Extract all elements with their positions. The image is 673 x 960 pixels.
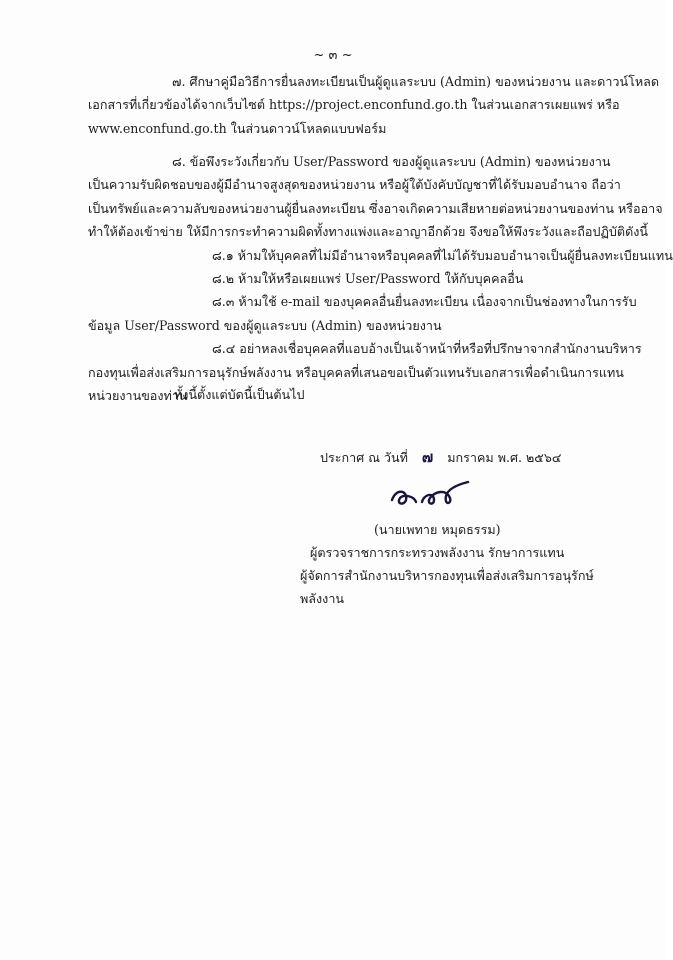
page-number: ~ ๓ ~ xyxy=(313,48,353,63)
signatory-position-1: ผู้ตรวจราชการกระทรวงพลังงาน รักษาการแทน xyxy=(310,545,565,560)
signatory-block xyxy=(300,518,600,610)
item-8-4-line-3: หน่วยงานของท่าน xyxy=(88,388,188,404)
announcement-month-year: มกราคม พ.ศ. ๒๕๖๔ xyxy=(447,450,562,465)
item-7-paragraph xyxy=(88,70,660,140)
announcement-date xyxy=(320,445,561,469)
item-7-line-3: www.enconfund.go.th ในส่วนดาวน์โหลดแบบฟอร์ม xyxy=(88,120,387,136)
item-8-1: ๘.๑ ห้ามให้บุคคลที่ไม่มีอำนาจหรือบุคคลที่ไม่ได้รับมอบอำนาจเป็นผู้ยื่นลงทะเบียนแทน xyxy=(212,247,673,263)
announcement-day: ๗ xyxy=(421,448,434,466)
item-8-3-line-1: ๘.๓ ห้ามใช้ e-mail ของบุคคลอื่นยื่นลงทะเบียน เนื่องจากเป็นช่องทางในการรับ xyxy=(212,294,637,310)
item-8-3-line-2: ข้อมูล User/Password ของผู้ดูแลระบบ (Admin) ของหน่วยงาน xyxy=(88,317,442,333)
handwritten-signature xyxy=(388,476,472,512)
closing-statement: ทั้งนี้ตั้งแต่บัดนี้เป็นต้นไป xyxy=(174,387,305,402)
announcement-prefix: ประกาศ ณ วันที่ xyxy=(320,450,408,465)
item-8-line-1: ๘. ข้อพึงระวังเกี่ยวกับ User/Password ของผู้ดูแลระบบ (Admin) ของหน่วยงาน xyxy=(172,154,611,169)
item-8-paragraph xyxy=(88,150,673,407)
item-8-line-3: เป็นทรัพย์และความลับของหน่วยงานผู้ยื่นลงทะเบียน ซึ่งอาจเกิดความเสียหายต่อหน่วยงานของท่าน หรืออาจ xyxy=(88,200,663,216)
item-8-line-4: ทำให้ต้องเข้าข่าย ให้มีการกระทำความผิดทั้งทางแพ่งและอาญาอีกด้วย จึงขอให้พึงระวังและถือปฏิบัติดังนี้ xyxy=(88,224,649,240)
signatory-position-2: ผู้จัดการสำนักงานบริหารกองทุนเพื่อส่งเสริมการอนุรักษ์พลังงาน xyxy=(300,568,594,606)
item-7-line-2: เอกสารที่เกี่ยวข้องได้จากเว็บไซต์ https://project.enconfund.go.th ในส่วนเอกสารเผยแพร่ หรือ xyxy=(88,97,620,113)
item-8-line-2: เป็นความรับผิดชอบของผู้มีอำนาจสูงสุดของหน่วยงาน หรือผู้ใต้บังคับบัญชาที่ได้รับมอบอำนาจ ถือว่า xyxy=(88,177,621,193)
item-8-4-line-1: ๘.๔ อย่าหลงเชื่อบุคคลที่แอบอ้างเป็นเจ้าหน้าที่หรือที่ปรึกษาจากสำนักงานบริหาร xyxy=(212,341,642,357)
signatory-name: (นายเพทาย หมุดธรรม) xyxy=(374,522,501,537)
item-8-4-line-2: กองทุนเพื่อส่งเสริมการอนุรักษ์พลังงาน หรือบุคคลที่เสนอขอเป็นตัวแทนรับเอกสารเพื่อดำเนินการแทน xyxy=(88,364,624,380)
item-8-2: ๘.๒ ห้ามให้หรือเผยแพร่ User/Password ให้กับบุคคลอื่น xyxy=(212,271,524,287)
item-7-line-1: ๗. ศึกษาคู่มือวิธีการยื่นลงทะเบียนเป็นผู้ดูแลระบบ (Admin) ของหน่วยงาน และดาวน์โหลด xyxy=(172,74,660,89)
